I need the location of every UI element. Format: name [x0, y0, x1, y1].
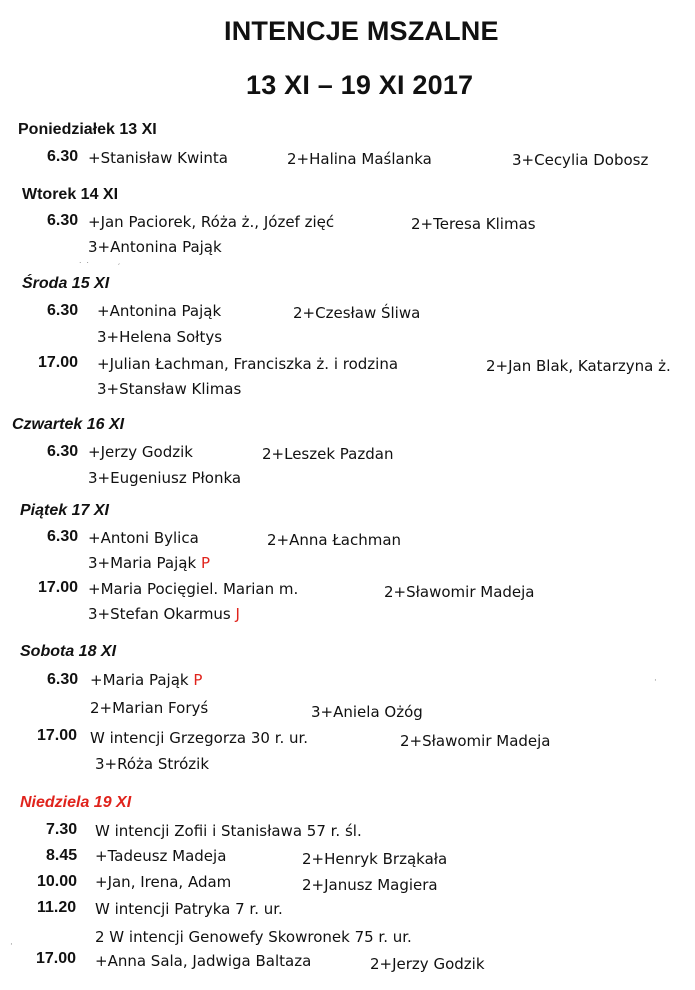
intention-entry: +Tadeusz Madeja: [95, 847, 227, 865]
mass-time: 6.30: [47, 212, 79, 229]
intention-entry: 2+Anna Łachman: [267, 531, 402, 549]
day-heading-monday: Poniedziałek 13 XI: [18, 121, 157, 138]
intention-entry: 3+Stansław Klimas: [97, 380, 242, 398]
intention-entry: 3+Helena Sołtys: [97, 328, 223, 346]
mass-time: 17.00: [36, 950, 77, 967]
mass-time: 17.00: [38, 354, 79, 371]
intention-entry: +Anna Sala, Jadwiga Baltaza: [95, 952, 312, 970]
intention-entry: 3+Antonina Pająk: [88, 238, 222, 256]
intention-entry: +Jan, Irena, Adam: [95, 873, 232, 891]
mass-time: 17.00: [38, 579, 79, 596]
intention-entry: 3+Róża Strózik: [95, 755, 210, 773]
mass-time: 10.00: [37, 873, 78, 890]
intention-entry: +Maria Pająk P: [90, 671, 203, 689]
intention-entry: 2+Marian Foryś: [90, 699, 209, 717]
day-heading-thursday: Czwartek 16 XI: [12, 416, 125, 433]
intention-entry: 3+Eugeniusz Płonka: [88, 469, 242, 487]
intention-entry: 3+Maria Pająk P: [88, 554, 210, 572]
intention-entry: W intencji Grzegorza 30 r. ur.: [90, 729, 309, 747]
intention-entry: 3+Stefan Okarmus J: [88, 605, 240, 623]
intention-entry: 2+Teresa Klimas: [411, 215, 536, 233]
day-heading-wednesday: Środa 15 XI: [22, 275, 110, 292]
intention-entry: 2+Janusz Magiera: [302, 876, 438, 894]
mass-time: 6.30: [47, 302, 79, 319]
intention-entry: W intencji Patryka 7 r. ur.: [95, 900, 283, 918]
mass-time: 6.30: [47, 671, 79, 688]
mass-time: 17.00: [37, 727, 78, 744]
intention-entry: 2+Leszek Pazdan: [262, 445, 394, 463]
intention-entry: 3+Cecylia Dobosz: [512, 151, 649, 169]
page-title: INTENCJE MSZALNE: [224, 16, 499, 46]
intention-entry: W intencji Zofii i Stanisława 57 r. śl.: [95, 822, 362, 840]
scan-speck: ·: [10, 940, 13, 950]
red-mark: P: [200, 554, 210, 572]
red-mark: P: [193, 671, 203, 689]
scan-speck: ′: [118, 263, 121, 273]
mass-time: 8.45: [46, 847, 78, 864]
intention-entry: +Julian Łachman, Franciszka ż. i rodzina: [97, 355, 399, 373]
date-range: 13 XI – 19 XI 2017: [246, 70, 474, 100]
intention-entry: 2+Halina Maślanka: [287, 150, 432, 168]
intention-entry: 2+Jerzy Godzik: [370, 955, 485, 973]
day-heading-saturday: Sobota 18 XI: [20, 643, 117, 660]
intention-entry: +Antonina Pająk: [97, 302, 222, 320]
mass-time: 6.30: [47, 443, 79, 460]
day-heading-tuesday: Wtorek 14 XI: [22, 186, 119, 203]
intention-entry: 3+Aniela Ożóg: [311, 703, 423, 721]
day-heading-sunday: Niedziela 19 XI: [20, 794, 132, 811]
intention-entry: +Stanisław Kwinta: [88, 149, 228, 167]
intention-entry: 2+Sławomir Madeja: [400, 732, 551, 750]
intention-entry: 2+Henryk Brząkała: [302, 850, 448, 868]
mass-time: 7.30: [46, 821, 78, 838]
intention-entry: 2+Jan Blak, Katarzyna ż.: [486, 357, 671, 375]
intention-entry: +Maria Pocięgiel. Marian m.: [88, 580, 299, 598]
intention-entry: +Jan Paciorek, Róża ż., Józef zięć: [88, 213, 335, 231]
mass-time: 6.30: [47, 528, 79, 545]
mass-time: 11.20: [37, 899, 77, 916]
scan-speck: ˙ ˙: [78, 262, 90, 272]
scan-speck: ·: [654, 676, 657, 686]
red-mark: J: [235, 605, 240, 623]
mass-time: 6.30: [47, 148, 79, 165]
intention-entry: 2+Sławomir Madeja: [384, 583, 535, 601]
intention-entry: +Antoni Bylica: [88, 529, 199, 547]
intention-entry: 2 W intencji Genowefy Skowronek 75 r. ur.: [95, 928, 412, 946]
intention-entry: +Jerzy Godzik: [88, 443, 193, 461]
intention-entry: 2+Czesław Śliwa: [293, 304, 421, 322]
day-heading-friday: Piątek 17 XI: [20, 502, 109, 519]
